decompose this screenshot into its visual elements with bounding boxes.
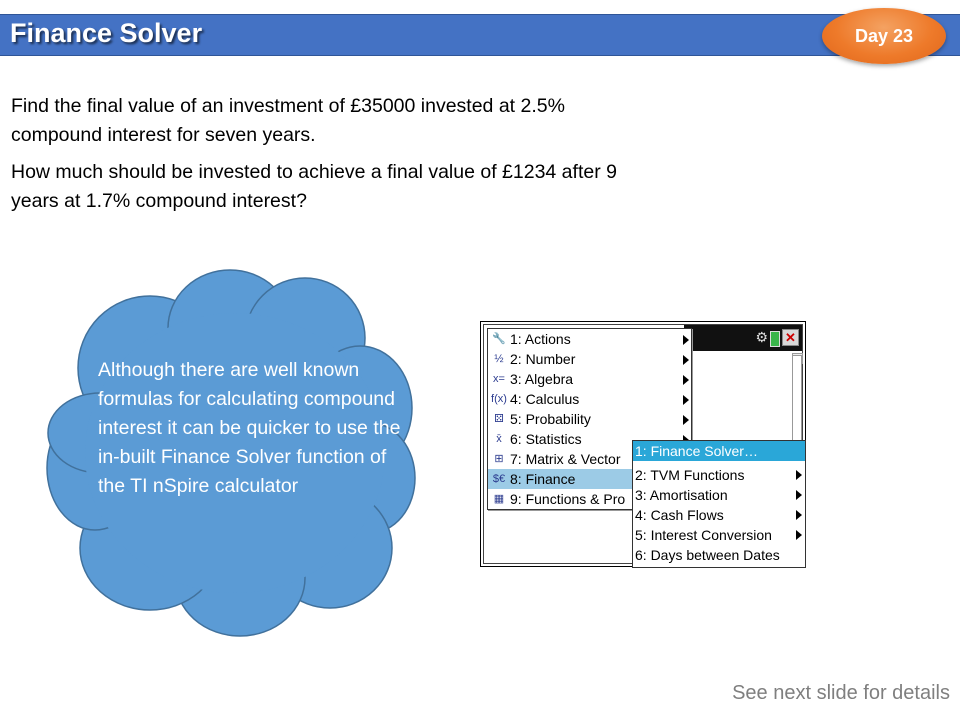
- menu-item-label: 3: Algebra: [510, 371, 574, 387]
- submenu-item-tvm-functions[interactable]: [633, 465, 805, 485]
- menu-item-label: 2: Number: [510, 351, 576, 367]
- submenu-item-label: 5: Interest Conversion: [635, 527, 772, 543]
- menu-item-label: 4: Calculus: [510, 391, 580, 407]
- submenu-item-finance-solver[interactable]: [633, 441, 805, 461]
- submenu-item-days-between-dates[interactable]: [633, 545, 805, 565]
- submenu-arrow-icon: [796, 490, 802, 500]
- submenu-arrow-icon: [683, 375, 689, 385]
- submenu-item-label: 3: Amortisation: [635, 487, 728, 503]
- menu-item-label: 5: Probability: [510, 411, 591, 427]
- calculator-screenshot: [480, 321, 806, 567]
- wrench-icon: 🔧: [492, 333, 506, 345]
- menu-item-label: 7: Matrix & Vector: [510, 451, 621, 467]
- calculator-screen: [483, 324, 803, 564]
- battery-icon: [770, 331, 780, 347]
- calculator-status-bar: [684, 325, 802, 351]
- submenu-arrow-icon: [683, 395, 689, 405]
- submenu-arrow-icon: [683, 335, 689, 345]
- fraction-icon: ½: [494, 353, 504, 365]
- submenu-item-label: 2: TVM Functions: [635, 467, 745, 483]
- question-2: How much should be invested to achieve a final value of £1234 after 9 years at 1.7% compound interest?: [11, 161, 617, 212]
- matrix-icon: ⊞: [494, 453, 504, 465]
- menu-item-label: 9: Functions & Pro: [510, 491, 626, 507]
- submenu-item-label: 1: Finance Solver…: [635, 441, 758, 462]
- title-bar: [0, 14, 960, 56]
- cloud-text: Although there are well known formulas for calculating compound interest it can be quicker to use the in-built Finance Solver function of the TI nSpire calculator: [98, 359, 401, 497]
- menu-item-label: 8: Finance: [510, 471, 576, 487]
- submenu-arrow-icon: [683, 355, 689, 365]
- day-badge-label: Day 23: [854, 25, 914, 46]
- dice-icon: ⚄: [494, 413, 504, 425]
- submenu-arrow-icon: [796, 470, 802, 480]
- menu-item-calculus[interactable]: [488, 389, 691, 409]
- x-equals-icon: x=: [493, 373, 505, 385]
- footer-note: See next slide for details: [732, 682, 950, 704]
- currency-icon: $€: [492, 473, 506, 485]
- menu-item-label: 1: Actions: [510, 331, 571, 347]
- menu-item-algebra[interactable]: [488, 369, 691, 389]
- menu-item-actions[interactable]: [488, 329, 691, 349]
- menu-item-label: 6: Statistics: [510, 431, 582, 447]
- menu-item-probability[interactable]: [488, 409, 691, 429]
- submenu-arrow-icon: [796, 530, 802, 540]
- finance-submenu: [632, 440, 806, 568]
- submenu-arrow-icon: [683, 415, 689, 425]
- x-bar-icon: x̄: [496, 433, 502, 445]
- close-icon[interactable]: ✕: [782, 329, 799, 346]
- question-1: Find the final value of an investment of £35000 invested at 2.5% compound interest for seven years.: [11, 95, 565, 146]
- day-badge: [822, 8, 946, 64]
- menu-item-number[interactable]: [488, 349, 691, 369]
- function-icon: f(x): [491, 393, 507, 405]
- submenu-item-amortisation[interactable]: [633, 485, 805, 505]
- submenu-item-cash-flows[interactable]: [633, 505, 805, 525]
- submenu-arrow-icon: [796, 510, 802, 520]
- submenu-item-interest-conversion[interactable]: [633, 525, 805, 545]
- slide-title: Finance Solver: [10, 18, 203, 48]
- program-icon: ▦: [493, 493, 505, 505]
- settings-gear-icon[interactable]: ⚙: [755, 329, 768, 345]
- submenu-item-label: 4: Cash Flows: [635, 507, 724, 523]
- submenu-item-label: 6: Days between Dates: [635, 547, 780, 563]
